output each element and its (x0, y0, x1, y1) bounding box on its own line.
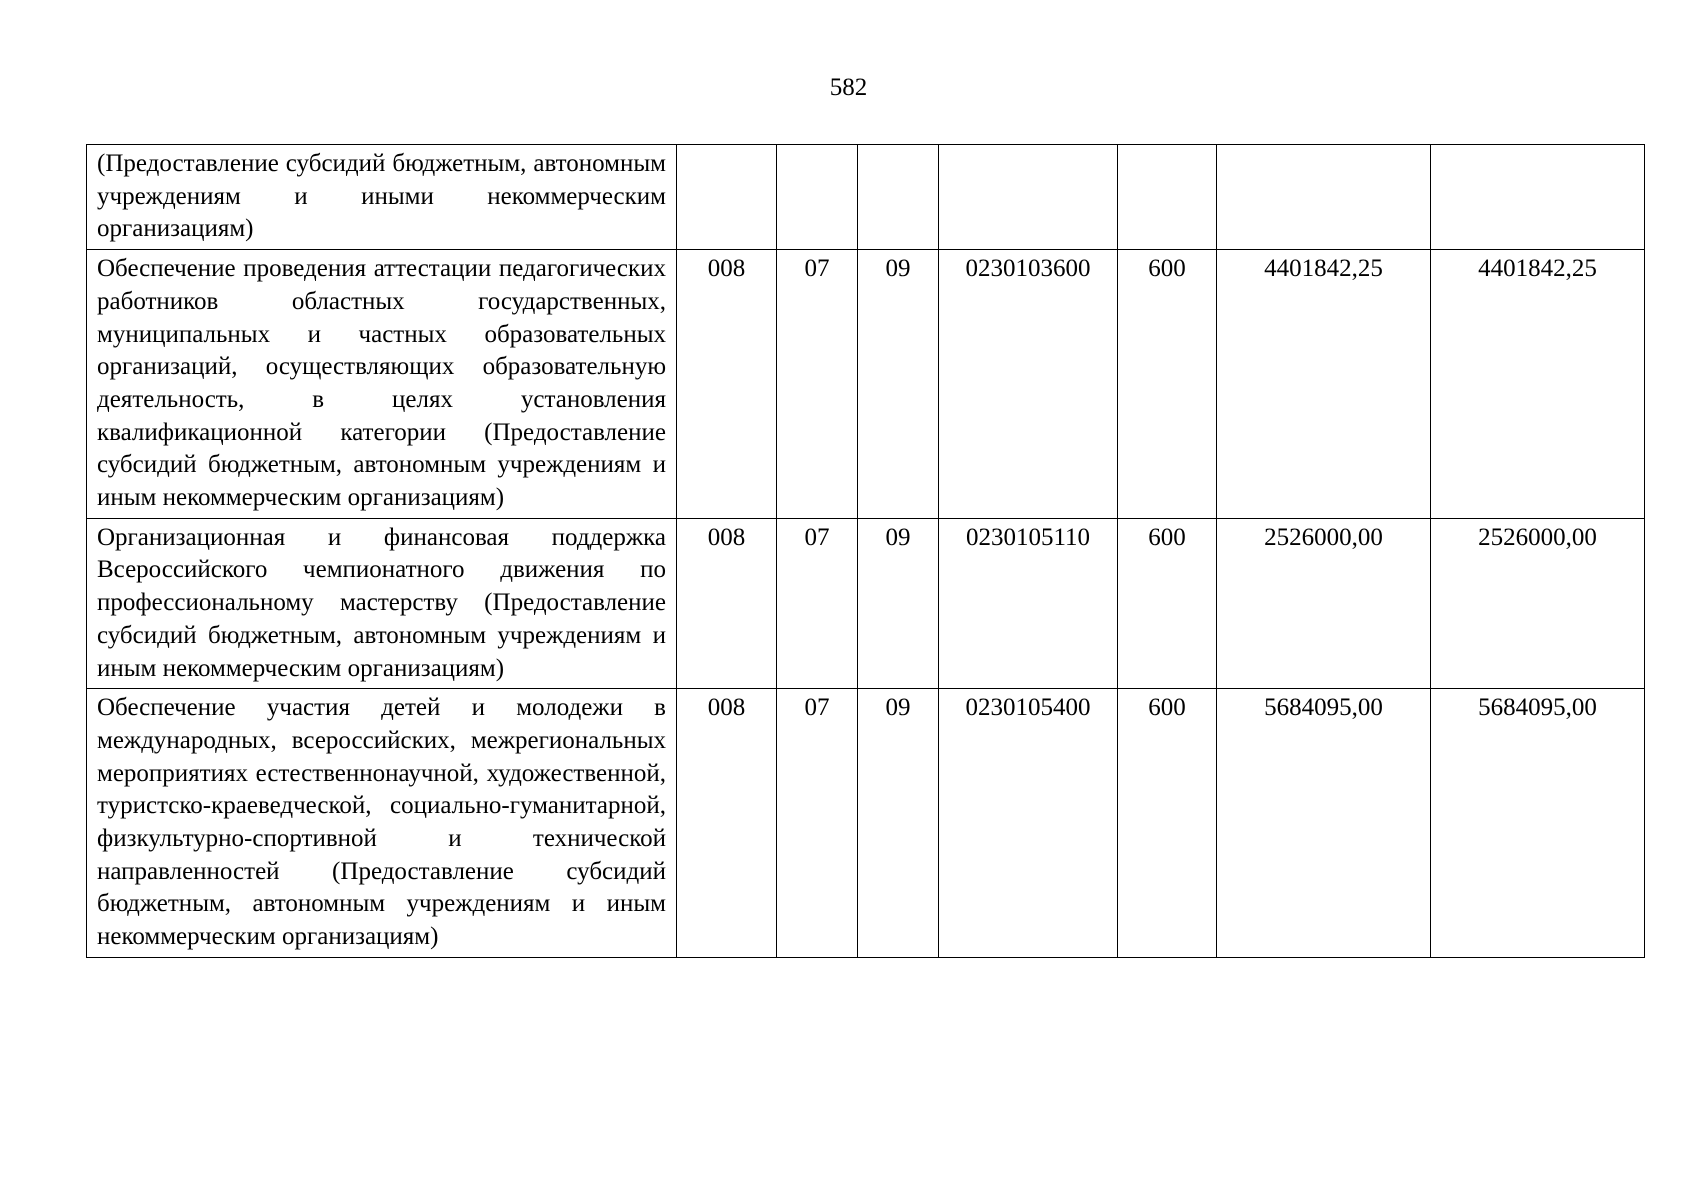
ministry-code: 008 (677, 689, 777, 958)
section-code: 07 (777, 689, 858, 958)
amount-2: 4401842,25 (1431, 250, 1645, 519)
ministry-code: 008 (677, 518, 777, 689)
empty-cell (1431, 145, 1645, 250)
target-article-code: 0230105110 (939, 518, 1118, 689)
row-description: Обеспечение проведения аттестации педагогических работников областных государственных, муниципальных и частных образовательных организаций, осуществляющих образовательную деятельность, в целях установления квалификационной категории (Предоставление субсидий бюджетным, автономным учреждениям и иным некоммерческим организациям) (87, 250, 677, 519)
target-article-code: 0230105400 (939, 689, 1118, 958)
amount-2: 2526000,00 (1431, 518, 1645, 689)
table-row-continuation (87, 145, 1645, 250)
amount-2: 5684095,00 (1431, 689, 1645, 958)
empty-cell (939, 145, 1118, 250)
expense-type-code: 600 (1118, 250, 1217, 519)
empty-cell (677, 145, 777, 250)
row-description: (Предоставление субсидий бюджетным, автономным учреждениям и иными некоммерческим организациям) (87, 145, 677, 250)
ministry-code: 008 (677, 250, 777, 519)
expense-type-code: 600 (1118, 689, 1217, 958)
budget-table (86, 144, 1645, 958)
amount-1: 4401842,25 (1217, 250, 1431, 519)
page-number: 582 (829, 74, 868, 101)
empty-cell (1118, 145, 1217, 250)
empty-cell (777, 145, 858, 250)
section-code: 07 (777, 250, 858, 519)
table-row (87, 518, 1645, 689)
empty-cell (1217, 145, 1431, 250)
row-description: Обеспечение участия детей и молодежи в международных, всероссийских, межрегиональных мероприятиях естественнонаучной, художественной, туристско-краеведческой, социально-гуманитарной, физкультурно-спортивной и технической направленностей (Предоставление субсидий бюджетным, автономным учреждениям и иным некоммерческим организациям) (87, 689, 677, 958)
table-row (87, 250, 1645, 519)
subsection-code: 09 (858, 518, 939, 689)
subsection-code: 09 (858, 250, 939, 519)
section-code: 07 (777, 518, 858, 689)
target-article-code: 0230103600 (939, 250, 1118, 519)
subsection-code: 09 (858, 689, 939, 958)
empty-cell (858, 145, 939, 250)
expense-type-code: 600 (1118, 518, 1217, 689)
amount-1: 5684095,00 (1217, 689, 1431, 958)
amount-1: 2526000,00 (1217, 518, 1431, 689)
row-description: Организационная и финансовая поддержка Всероссийского чемпионатного движения по профессиональному мастерству (Предоставление субсидий бюджетным, автономным учреждениям и иным некоммерческим организациям) (87, 518, 677, 689)
table-row (87, 689, 1645, 958)
